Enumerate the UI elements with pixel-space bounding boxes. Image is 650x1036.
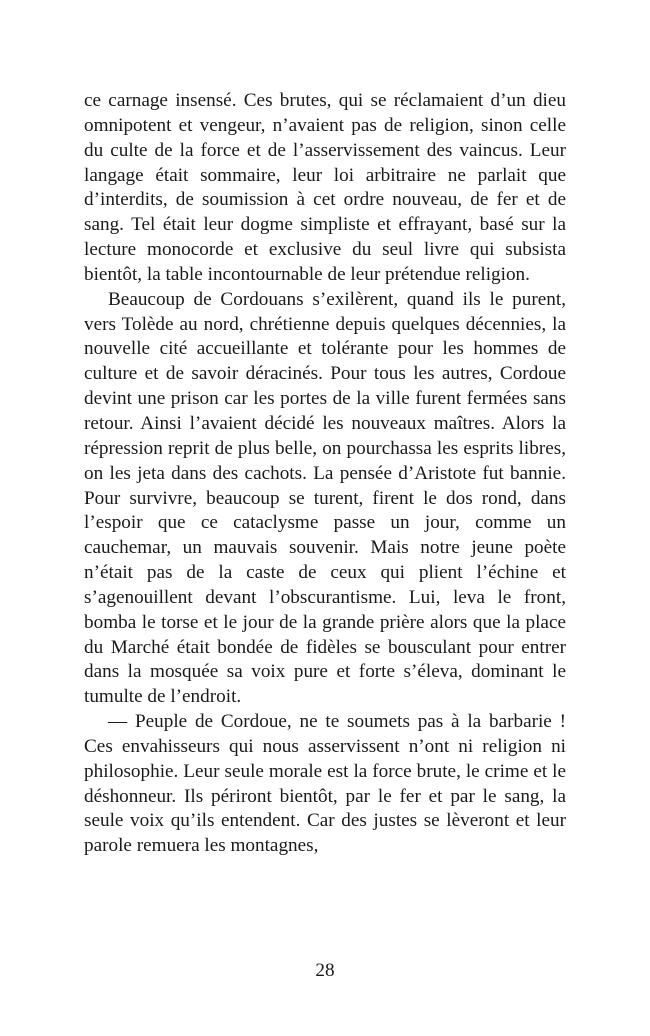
paragraph-1: ce carnage insensé. Ces brutes, qui se réclamaient d’un dieu omnipotent et vengeur, n’avaient pas de religion, sinon celle du culte de la force et de l’asservissement des vaincus. Leur langage était sommaire, leur loi arbitraire ne parlait que d’interdits, de soumission à cet ordre nouveau, de fer et de sang. Tel était leur dogme simpliste et effrayant, basé sur la lecture monocorde et exclusive du seul livre qui subsista bientôt, la table incontournable de leur prétendue religion.	[84, 90, 566, 285]
page-number: 28	[315, 960, 335, 981]
body-text	[84, 89, 566, 859]
paragraph-2: Beaucoup de Cordouans s’exilèrent, quand ils le purent, vers Tolède au nord, chrétienne depuis quelques décennies, la nouvelle cité accueillante et tolérante pour les hommes de culture et de savoir déracinés. Pour tous les autres, Cordoue devint une prison car les portes de la ville furent fermées sans retour. Ainsi l’avaient décidé les nouveaux maîtres. Alors la répression reprit de plus belle, on pourchassa les esprits libres, on les jeta dans des cachots. La pensée d’Aristote fut bannie. Pour survivre, beaucoup se turent, firent le dos rond, dans l’espoir que ce cataclysme passe un jour, comme un cauchemar, un mauvais souvenir. Mais notre jeune poète n’était pas de la caste de ceux qui plient l’échine et s’agenouillent devant l’obscurantisme. Lui, leva le front, bomba le torse et le jour de la grande prière alors que la place du Marché était bondée de fidèles se bousculant pour entrer dans la mosquée sa voix pure et forte s’éleva, dominant le tumulte de l’endroit.	[84, 288, 566, 708]
paragraph-3: — Peuple de Cordoue, ne te soumets pas à la barbarie ! Ces envahisseurs qui nous asservissent n’ont ni religion ni philosophie. Leur seule morale est la force brute, le crime et le déshonneur. Ils périront bientôt, par le fer et par le sang, la seule voix qu’ils entendent. Car des justes se lèveront et leur parole remuera les montagnes,	[84, 711, 566, 857]
